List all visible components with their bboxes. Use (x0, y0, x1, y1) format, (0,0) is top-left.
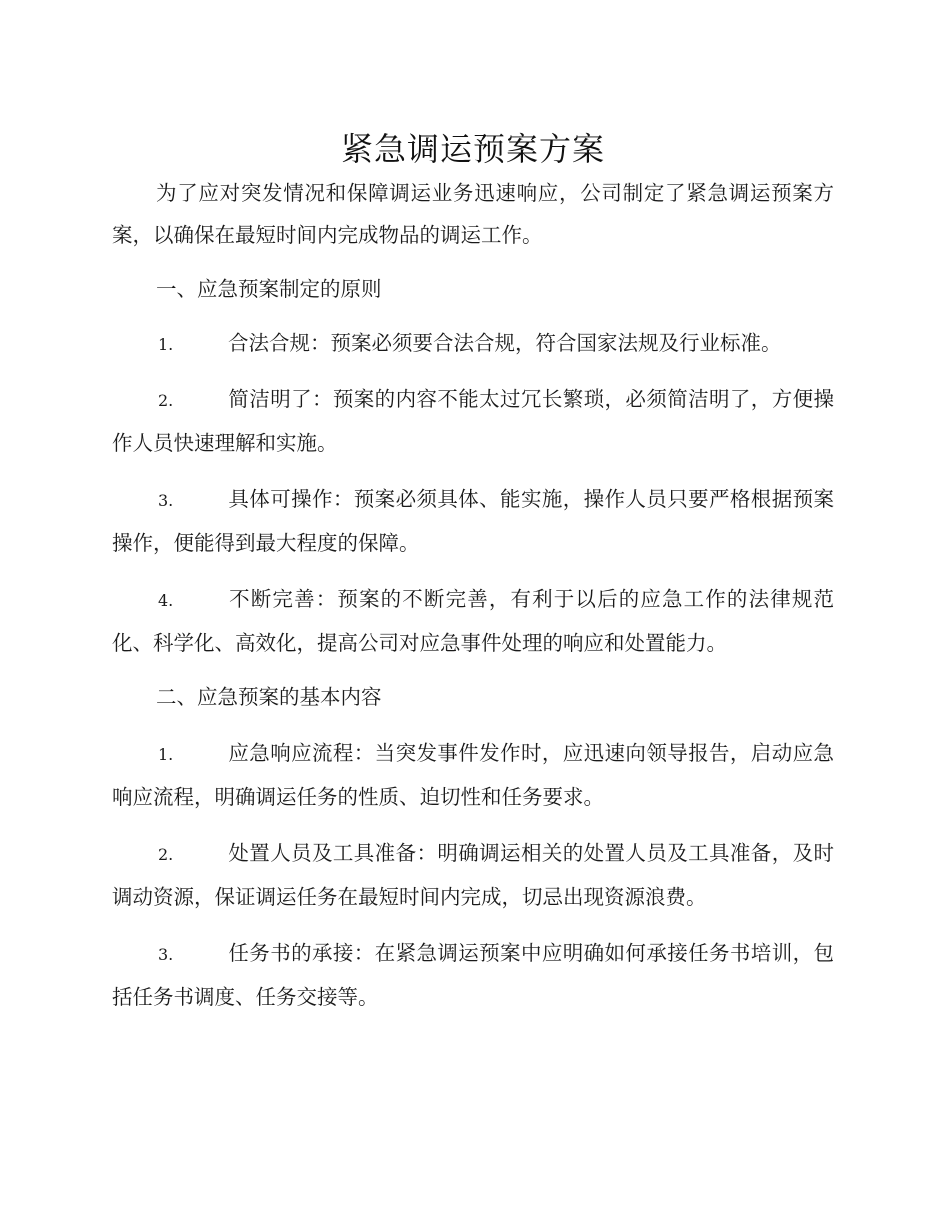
list-item-text: 处置人员及工具准备：明确调运相关的处置人员及工具准备，及时调动资源，保证调运任务在最短时间内完成，切忌出现资源浪费。 (112, 841, 834, 909)
list-item (112, 832, 834, 918)
list-item-number: 3. (158, 945, 174, 964)
list-item-text: 简洁明了：预案的内容不能太过冗长繁琐，必须简洁明了，方便操作人员快速理解和实施。 (112, 387, 834, 455)
list-item (112, 378, 834, 464)
list-item-number: 1. (158, 335, 174, 354)
list-item-text: 不断完善：预案的不断完善，有利于以后的应急工作的法律规范化、科学化、高效化，提高公司对应急事件处理的响应和处置能力。 (112, 587, 834, 655)
list-item-number: 1. (158, 745, 174, 764)
list-item-number: 3. (158, 491, 174, 510)
list-item-text: 合法合规：预案必须要合法合规，符合国家法规及行业标准。 (228, 331, 782, 355)
list-item (112, 478, 834, 564)
list-item-number: 2. (158, 391, 174, 410)
list-item (112, 578, 834, 664)
list-item (112, 932, 834, 1018)
section-heading-contents: 二、应急预案的基本内容 (156, 685, 382, 709)
document-title: 紧急调运预案方案 (340, 130, 605, 168)
list-item-number: 2. (158, 845, 174, 864)
list-item (112, 732, 834, 818)
list-item-text: 具体可操作：预案必须具体、能实施，操作人员只要严格根据预案操作，便能得到最大程度的保障。 (112, 487, 834, 555)
list-item-text: 应急响应流程：当突发事件发作时，应迅速向领导报告，启动应急响应流程，明确调运任务的性质、迫切性和任务要求。 (112, 741, 834, 809)
list-item-number: 4. (158, 591, 174, 610)
list-item (112, 322, 834, 366)
section-heading-principles: 一、应急预案制定的原则 (156, 277, 382, 301)
list-item-text: 任务书的承接：在紧急调运预案中应明确如何承接任务书培训，包括任务书调度、任务交接等。 (112, 941, 834, 1009)
document-page (112, 126, 834, 1018)
intro-paragraph: 为了应对突发情况和保障调运业务迅速响应，公司制定了紧急调运预案方案，以确保在最短时间内完成物品的调运工作。 (112, 181, 834, 247)
